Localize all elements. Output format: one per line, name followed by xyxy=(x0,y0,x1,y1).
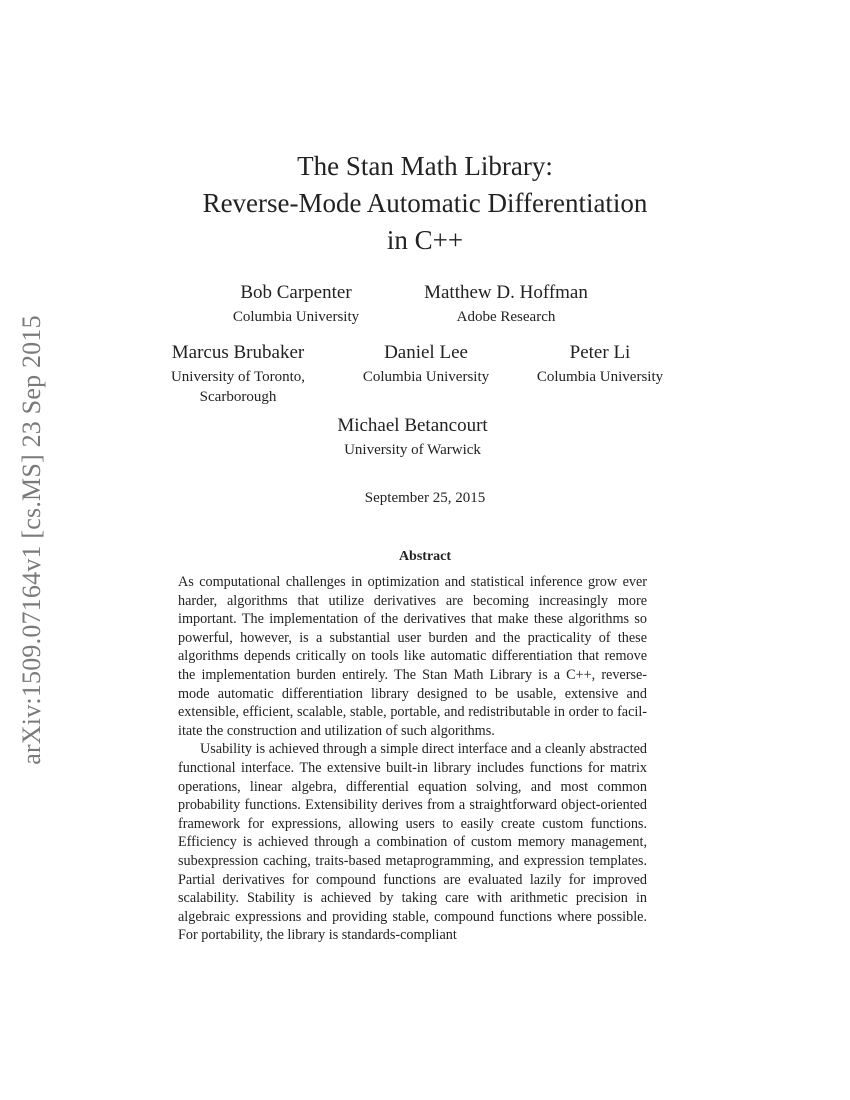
author-affiliation: University of Warwick xyxy=(344,442,481,458)
author-marcus-brubaker xyxy=(138,341,338,407)
author-affiliation-line-1: University of Toronto, xyxy=(170,369,306,385)
author-affiliation: Adobe Research xyxy=(456,309,556,325)
author-name: Daniel Lee xyxy=(384,342,468,363)
author-name: Matthew D. Hoffman xyxy=(424,282,588,303)
abstract-paragraph-1: As computational challenges in optimization and statistical inference grow ever harder, algorithms that utilize derivatives are becoming increasingly more important. The implementation of the derivatives that make these algorithms so powerful, however, is a substantial user burden and the practicality of these algorithms depends critically on tools like automatic differentiation that remove the implementation burden entirely. The Stan Math Library is a C++, reverse-mode automatic differentiation library designed to be usable, extensive and extensible, efficient, scalable, stable, portable, and redistributable in order to facilitate the construction and utilization of such algorithms. xyxy=(178,574,647,739)
title-line-1: The Stan Math Library: xyxy=(297,151,553,181)
author-matthew-hoffman xyxy=(396,281,616,327)
author-bob-carpenter xyxy=(196,281,396,327)
author-affiliation-line-2: Scarborough xyxy=(199,389,277,405)
abstract-paragraph-2: Usability is achieved through a simple direct interface and a cleanly abstracted functional interface. The extensive built-in library includes functions for matrix operations, linear algebra, differential equation solving, and most common probability functions. Extensibility derives from a straightforward object-oriented framework for expressions, allowing users to easily create custom functions. Efficiency is achieved through a combination of custom memory management, subexpression caching, traits-based metaprogramming, and expression templates. Partial derivatives for compound functions are evaluated lazily for improved scalability. Stability is achieved by taking care with arithmetic precision in algebraic expressions and providing stable, compound functions where possible. For portability, the library is standards-compliant xyxy=(178,741,647,944)
author-name: Bob Carpenter xyxy=(240,282,352,303)
abstract-body xyxy=(178,573,647,945)
author-affiliation: Columbia University xyxy=(536,369,664,385)
title-line-3: in C++ xyxy=(386,225,464,255)
author-name: Peter Li xyxy=(569,342,631,363)
publication-date: September 25, 2015 xyxy=(364,490,486,506)
paper-title xyxy=(0,148,850,259)
author-affiliation: Columbia University xyxy=(232,309,360,325)
author-name: Michael Betancourt xyxy=(337,415,488,436)
abstract-heading: Abstract xyxy=(398,549,452,564)
author-name: Marcus Brubaker xyxy=(171,342,305,363)
author-daniel-lee xyxy=(326,341,526,387)
author-affiliation: Columbia University xyxy=(362,369,490,385)
title-line-2: Reverse-Mode Automatic Differentiation xyxy=(202,188,648,218)
author-peter-li xyxy=(500,341,700,387)
arxiv-identifier-stamp: arXiv:1509.07164v1 [cs.MS] 23 Sep 2015 xyxy=(17,315,46,765)
author-michael-betancourt xyxy=(300,414,525,460)
